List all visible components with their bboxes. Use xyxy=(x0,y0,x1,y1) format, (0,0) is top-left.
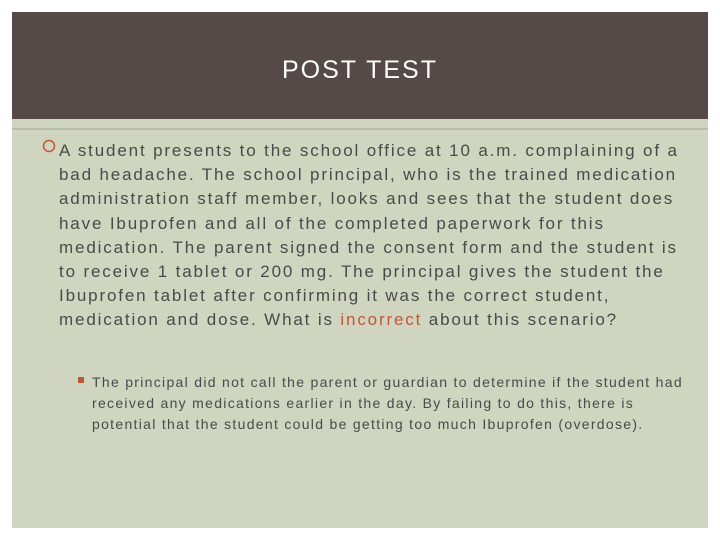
divider xyxy=(12,128,708,130)
slide xyxy=(12,12,708,528)
question-text-before: A student presents to the school office at 10 a.m. complaining of a bad headache. The school principal, who is the trained medication administration staff member, looks and sees that the student does have Ibuprofen and all of the completed paperwork for this medication. The parent signed the consent form and the student is to receive 1 tablet or 200 mg. The principal gives the student the Ibuprofen tablet after confirming it was the correct student, medication and dose. What is xyxy=(59,141,679,330)
question-text xyxy=(59,139,699,333)
circle-bullet-icon xyxy=(42,139,56,153)
square-bullet-icon xyxy=(78,377,84,383)
answer-text: The principal did not call the parent or guardian to determine if the student had received any medications earlier in the day. By failing to do this, there is potential that the student could be getting too much Ibuprofen (overdose). xyxy=(92,374,683,432)
question-text-after: about this scenario? xyxy=(422,310,618,330)
title-bar xyxy=(12,12,708,119)
slide-title: POST TEST xyxy=(281,56,438,84)
highlight-word: incorrect xyxy=(340,310,423,330)
